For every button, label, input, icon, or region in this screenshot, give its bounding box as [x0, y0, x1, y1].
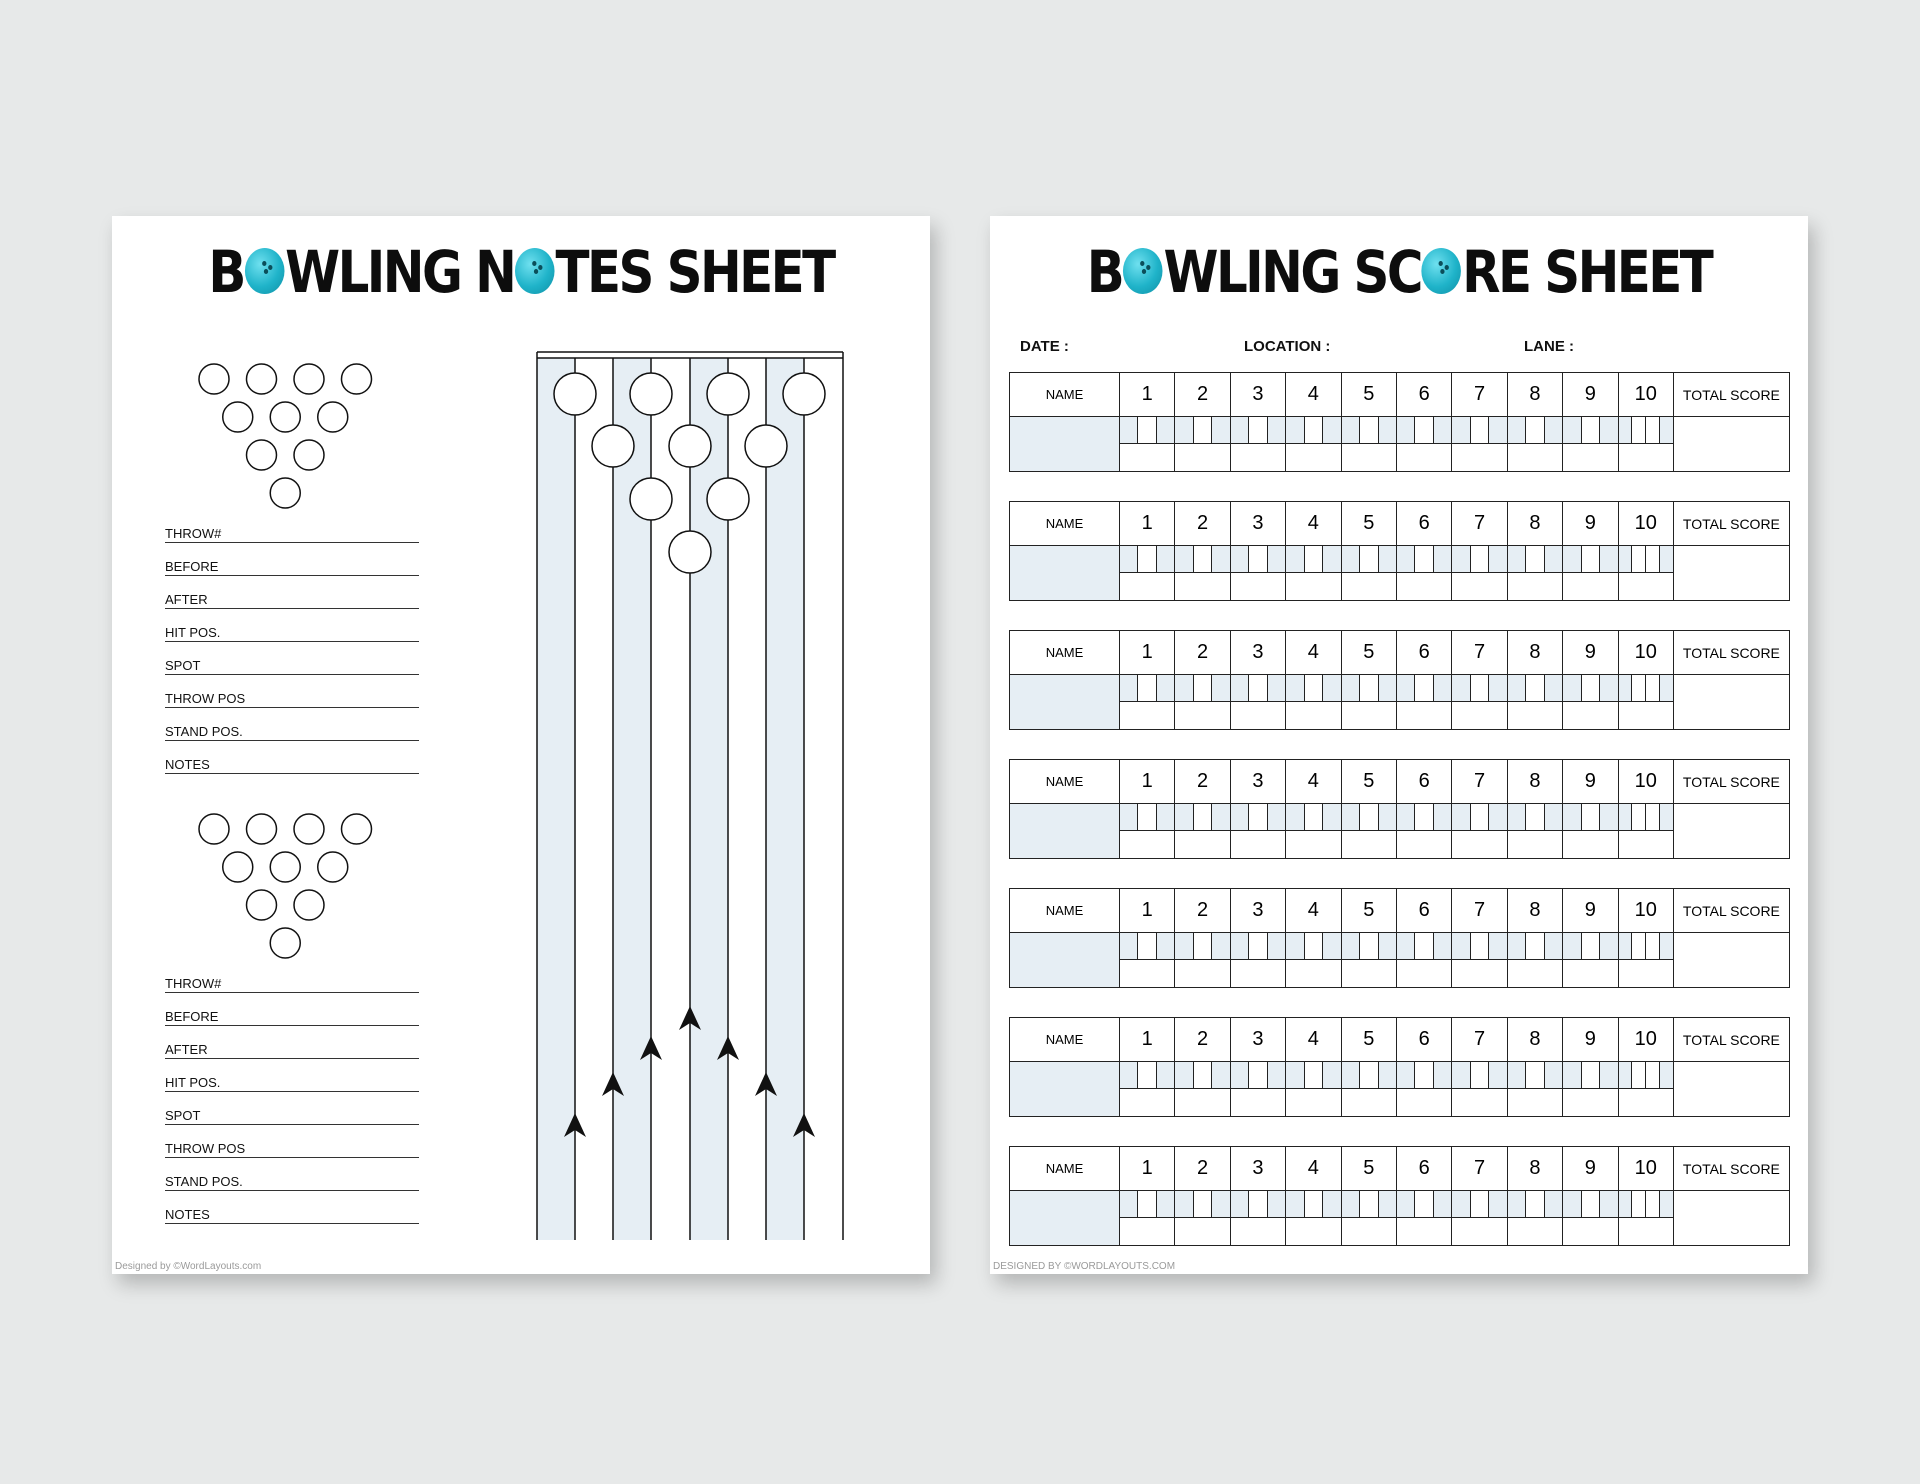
frame-number: 6	[1396, 760, 1451, 804]
frame-score-cell[interactable]	[1286, 675, 1341, 730]
label-before[interactable]: BEFORE	[165, 1009, 419, 1026]
total-score-field[interactable]	[1673, 933, 1789, 988]
frame-score-cell[interactable]	[1120, 675, 1175, 730]
score-table	[1009, 1017, 1790, 1117]
frame-number: 9	[1563, 373, 1618, 417]
frame-score-cell[interactable]	[1286, 933, 1341, 988]
frame-number: 3	[1230, 1018, 1285, 1062]
bowling-ball-icon	[515, 248, 555, 294]
pin-circle	[247, 440, 277, 470]
frame-number: 4	[1286, 373, 1341, 417]
frame-score-cell[interactable]	[1507, 933, 1562, 988]
player-name-field[interactable]	[1010, 1191, 1120, 1246]
frame-score-cell[interactable]	[1396, 546, 1451, 601]
pin-circle	[199, 814, 229, 844]
frame-number: 7	[1452, 373, 1507, 417]
frame-score-cell[interactable]	[1618, 804, 1673, 859]
frame-score-cell[interactable]	[1230, 1062, 1285, 1117]
frame-number: 5	[1341, 889, 1396, 933]
frame-number: 2	[1175, 760, 1230, 804]
name-header: NAME	[1010, 760, 1120, 804]
label-notes[interactable]: NOTES	[165, 757, 419, 774]
score-table	[1009, 630, 1790, 730]
frame-number: 1	[1120, 1018, 1175, 1062]
frame-score-cell[interactable]	[1618, 1191, 1673, 1246]
label-throw-pos[interactable]: THROW POS	[165, 691, 419, 708]
frame-score-cell[interactable]	[1175, 933, 1230, 988]
notes-title-part-2: WLING N	[285, 238, 515, 306]
frame-score-cell[interactable]	[1563, 675, 1618, 730]
notes-title-part-1: B	[208, 238, 244, 306]
frame-number: 2	[1175, 1147, 1230, 1191]
name-header: NAME	[1010, 631, 1120, 675]
frame-number: 10	[1618, 889, 1673, 933]
frame-number: 9	[1563, 1147, 1618, 1191]
notes-title	[169, 238, 872, 306]
frame-number: 1	[1120, 760, 1175, 804]
frame-number: 4	[1286, 889, 1341, 933]
frame-score-cell[interactable]	[1230, 675, 1285, 730]
name-header: NAME	[1010, 502, 1120, 546]
frame-score-cell[interactable]	[1175, 675, 1230, 730]
pin-circle	[318, 852, 348, 882]
frame-score-cell[interactable]	[1120, 1191, 1175, 1246]
total-score-header: TOTAL SCORE	[1673, 1018, 1789, 1062]
pin-circle	[223, 852, 253, 882]
frame-score-cell[interactable]	[1396, 1191, 1451, 1246]
frame-number: 8	[1507, 889, 1562, 933]
pin-circle	[270, 402, 300, 432]
frame-score-cell[interactable]	[1618, 675, 1673, 730]
player-name-field[interactable]	[1010, 804, 1120, 859]
label-throw[interactable]: THROW#	[165, 976, 419, 993]
frame-score-cell[interactable]	[1120, 933, 1175, 988]
score-table	[1009, 759, 1790, 859]
frame-score-cell[interactable]	[1230, 1191, 1285, 1246]
frame-score-cell[interactable]	[1341, 933, 1396, 988]
frame-score-cell[interactable]	[1120, 546, 1175, 601]
frame-score-cell[interactable]	[1563, 804, 1618, 859]
pin-circle	[270, 928, 300, 958]
frame-score-cell[interactable]	[1286, 417, 1341, 472]
frame-score-cell[interactable]	[1175, 417, 1230, 472]
pin-circle	[342, 364, 372, 394]
frame-number: 6	[1396, 1147, 1451, 1191]
frame-score-cell[interactable]	[1175, 1062, 1230, 1117]
frame-number: 5	[1341, 631, 1396, 675]
label-spot[interactable]: SPOT	[165, 1108, 419, 1125]
frame-score-cell[interactable]	[1120, 417, 1175, 472]
name-header: NAME	[1010, 373, 1120, 417]
pin-circle	[223, 402, 253, 432]
pin-circle	[294, 440, 324, 470]
frame-number: 2	[1175, 889, 1230, 933]
frame-number: 3	[1230, 502, 1285, 546]
frame-number: 6	[1396, 889, 1451, 933]
frame-number: 7	[1452, 502, 1507, 546]
total-score-header: TOTAL SCORE	[1673, 502, 1789, 546]
frame-score-cell[interactable]	[1286, 546, 1341, 601]
pin-circle	[247, 364, 277, 394]
frame-score-cell[interactable]	[1618, 417, 1673, 472]
frame-number: 8	[1507, 1147, 1562, 1191]
pin-circle	[270, 478, 300, 508]
score-footer: DESIGNED BY ©WORDLAYOUTS.COM	[993, 1261, 1176, 1272]
pin-circle	[247, 814, 277, 844]
frame-score-cell[interactable]	[1507, 417, 1562, 472]
frame-number: 4	[1286, 1147, 1341, 1191]
frame-number: 2	[1175, 502, 1230, 546]
frame-score-cell[interactable]	[1341, 804, 1396, 859]
frame-number: 9	[1563, 1018, 1618, 1062]
frame-score-cell[interactable]	[1396, 675, 1451, 730]
frame-score-cell[interactable]	[1452, 804, 1507, 859]
pin-circle	[247, 890, 277, 920]
frame-score-cell[interactable]	[1618, 933, 1673, 988]
frame-score-cell[interactable]	[1507, 1062, 1562, 1117]
frame-number: 9	[1563, 889, 1618, 933]
frame-score-cell[interactable]	[1175, 546, 1230, 601]
notes-title-part-3: TES SHEET	[555, 238, 834, 306]
total-score-header: TOTAL SCORE	[1673, 631, 1789, 675]
frame-number: 3	[1230, 1147, 1285, 1191]
total-score-field[interactable]	[1673, 1191, 1789, 1246]
frame-number: 5	[1341, 760, 1396, 804]
frame-number: 2	[1175, 373, 1230, 417]
location-label[interactable]: LOCATION :	[1244, 338, 1331, 355]
frame-number: 3	[1230, 760, 1285, 804]
frame-number: 5	[1341, 373, 1396, 417]
frame-number: 6	[1396, 373, 1451, 417]
frame-score-cell[interactable]	[1452, 675, 1507, 730]
frame-number: 8	[1507, 373, 1562, 417]
lane-label[interactable]: LANE :	[1524, 338, 1574, 355]
frame-number: 9	[1563, 502, 1618, 546]
score-title-part-3: RE SHEET	[1462, 238, 1712, 306]
frame-score-cell[interactable]	[1341, 546, 1396, 601]
frame-number: 8	[1507, 631, 1562, 675]
frame-number: 10	[1618, 1147, 1673, 1191]
player-name-field[interactable]	[1010, 933, 1120, 988]
frame-score-cell[interactable]	[1452, 417, 1507, 472]
frame-number: 1	[1120, 373, 1175, 417]
frame-number: 5	[1341, 1018, 1396, 1062]
total-score-header: TOTAL SCORE	[1673, 373, 1789, 417]
frame-number: 9	[1563, 760, 1618, 804]
total-score-field[interactable]	[1673, 675, 1789, 730]
frame-number: 9	[1563, 631, 1618, 675]
frame-score-cell[interactable]	[1230, 417, 1285, 472]
label-throw[interactable]: THROW#	[165, 526, 419, 543]
frame-score-cell[interactable]	[1396, 1062, 1451, 1117]
player-name-field[interactable]	[1010, 417, 1120, 472]
frame-number: 7	[1452, 631, 1507, 675]
frame-score-cell[interactable]	[1175, 1191, 1230, 1246]
total-score-field[interactable]	[1673, 546, 1789, 601]
bowling-ball-icon	[1422, 248, 1462, 294]
frame-number: 4	[1286, 502, 1341, 546]
frame-score-cell[interactable]	[1507, 804, 1562, 859]
frame-number: 3	[1230, 889, 1285, 933]
frame-score-cell[interactable]	[1286, 1191, 1341, 1246]
frame-number: 1	[1120, 502, 1175, 546]
pin-circle	[270, 852, 300, 882]
frame-score-cell[interactable]	[1452, 1062, 1507, 1117]
frame-number: 1	[1120, 631, 1175, 675]
label-after[interactable]: AFTER	[165, 592, 419, 609]
score-table	[1009, 1146, 1790, 1246]
total-score-field[interactable]	[1673, 804, 1789, 859]
score-title-part-1: B	[1086, 238, 1123, 306]
score-table	[1009, 501, 1790, 601]
frame-score-cell[interactable]	[1341, 1062, 1396, 1117]
score-title	[1047, 238, 1750, 306]
label-throw-pos[interactable]: THROW POS	[165, 1141, 419, 1158]
pin-circle	[294, 364, 324, 394]
label-stand-pos[interactable]: STAND POS.	[165, 1174, 419, 1191]
frame-number: 4	[1286, 631, 1341, 675]
notes-footer: Designed by ©WordLayouts.com	[115, 1261, 262, 1272]
frame-number: 3	[1230, 373, 1285, 417]
frame-score-cell[interactable]	[1396, 933, 1451, 988]
name-header: NAME	[1010, 1147, 1120, 1191]
name-header: NAME	[1010, 889, 1120, 933]
total-score-field[interactable]	[1673, 1062, 1789, 1117]
frame-score-cell[interactable]	[1341, 1191, 1396, 1246]
frame-number: 7	[1452, 760, 1507, 804]
score-table	[1009, 888, 1790, 988]
label-before[interactable]: BEFORE	[165, 559, 419, 576]
frame-number: 2	[1175, 631, 1230, 675]
player-name-field[interactable]	[1010, 675, 1120, 730]
label-spot[interactable]: SPOT	[165, 658, 419, 675]
frame-score-cell[interactable]	[1452, 1191, 1507, 1246]
score-sheet	[990, 216, 1808, 1274]
pin-triangle-top	[197, 362, 397, 522]
frame-number: 7	[1452, 889, 1507, 933]
frame-score-cell[interactable]	[1563, 1062, 1618, 1117]
frame-score-cell[interactable]	[1507, 546, 1562, 601]
frame-number: 10	[1618, 502, 1673, 546]
frame-number: 1	[1120, 1147, 1175, 1191]
frame-score-cell[interactable]	[1341, 675, 1396, 730]
frame-number: 10	[1618, 373, 1673, 417]
player-name-field[interactable]	[1010, 546, 1120, 601]
total-score-header: TOTAL SCORE	[1673, 760, 1789, 804]
label-hit-pos[interactable]: HIT POS.	[165, 625, 419, 642]
pin-circle	[318, 402, 348, 432]
score-table	[1009, 372, 1790, 472]
frame-number: 8	[1507, 760, 1562, 804]
frame-number: 7	[1452, 1018, 1507, 1062]
frame-score-cell[interactable]	[1563, 1191, 1618, 1246]
frame-score-cell[interactable]	[1507, 675, 1562, 730]
bowling-ball-icon	[245, 248, 285, 294]
frame-number: 8	[1507, 502, 1562, 546]
lane-diagram	[534, 350, 846, 1250]
frame-number: 10	[1618, 631, 1673, 675]
frame-number: 6	[1396, 631, 1451, 675]
frame-score-cell[interactable]	[1396, 804, 1451, 859]
frame-score-cell[interactable]	[1341, 417, 1396, 472]
frame-score-cell[interactable]	[1120, 1062, 1175, 1117]
frame-number: 1	[1120, 889, 1175, 933]
pin-circle	[294, 890, 324, 920]
frame-score-cell[interactable]	[1286, 804, 1341, 859]
label-stand-pos[interactable]: STAND POS.	[165, 724, 419, 741]
frame-score-cell[interactable]	[1618, 1062, 1673, 1117]
frame-number: 6	[1396, 1018, 1451, 1062]
frame-score-cell[interactable]	[1396, 417, 1451, 472]
frame-score-cell[interactable]	[1618, 546, 1673, 601]
frame-score-cell[interactable]	[1120, 804, 1175, 859]
frame-number: 6	[1396, 502, 1451, 546]
frame-number: 8	[1507, 1018, 1562, 1062]
total-score-field[interactable]	[1673, 417, 1789, 472]
label-notes[interactable]: NOTES	[165, 1207, 419, 1224]
pin-circle	[294, 814, 324, 844]
frame-score-cell[interactable]	[1563, 417, 1618, 472]
player-name-field[interactable]	[1010, 1062, 1120, 1117]
frame-score-cell[interactable]	[1563, 933, 1618, 988]
frame-number: 4	[1286, 760, 1341, 804]
score-title-part-2: WLING SC	[1163, 238, 1421, 306]
frame-score-cell[interactable]	[1452, 933, 1507, 988]
frame-score-cell[interactable]	[1563, 546, 1618, 601]
frame-score-cell[interactable]	[1230, 933, 1285, 988]
total-score-header: TOTAL SCORE	[1673, 1147, 1789, 1191]
name-header: NAME	[1010, 1018, 1120, 1062]
frame-number: 4	[1286, 1018, 1341, 1062]
pin-circle	[199, 364, 229, 394]
frame-number: 10	[1618, 1018, 1673, 1062]
frame-score-cell[interactable]	[1286, 1062, 1341, 1117]
label-after[interactable]: AFTER	[165, 1042, 419, 1059]
date-label[interactable]: DATE :	[1020, 338, 1069, 355]
frame-number: 5	[1341, 1147, 1396, 1191]
frame-score-cell[interactable]	[1175, 804, 1230, 859]
frame-score-cell[interactable]	[1230, 546, 1285, 601]
frame-number: 7	[1452, 1147, 1507, 1191]
pin-triangle-bottom	[197, 812, 397, 972]
frame-number: 5	[1341, 502, 1396, 546]
frame-score-cell[interactable]	[1452, 546, 1507, 601]
frame-number: 2	[1175, 1018, 1230, 1062]
frame-score-cell[interactable]	[1507, 1191, 1562, 1246]
total-score-header: TOTAL SCORE	[1673, 889, 1789, 933]
label-hit-pos[interactable]: HIT POS.	[165, 1075, 419, 1092]
frame-number: 10	[1618, 760, 1673, 804]
frame-score-cell[interactable]	[1230, 804, 1285, 859]
pin-circle	[342, 814, 372, 844]
frame-number: 3	[1230, 631, 1285, 675]
bowling-ball-icon	[1123, 248, 1163, 294]
notes-sheet	[112, 216, 930, 1274]
